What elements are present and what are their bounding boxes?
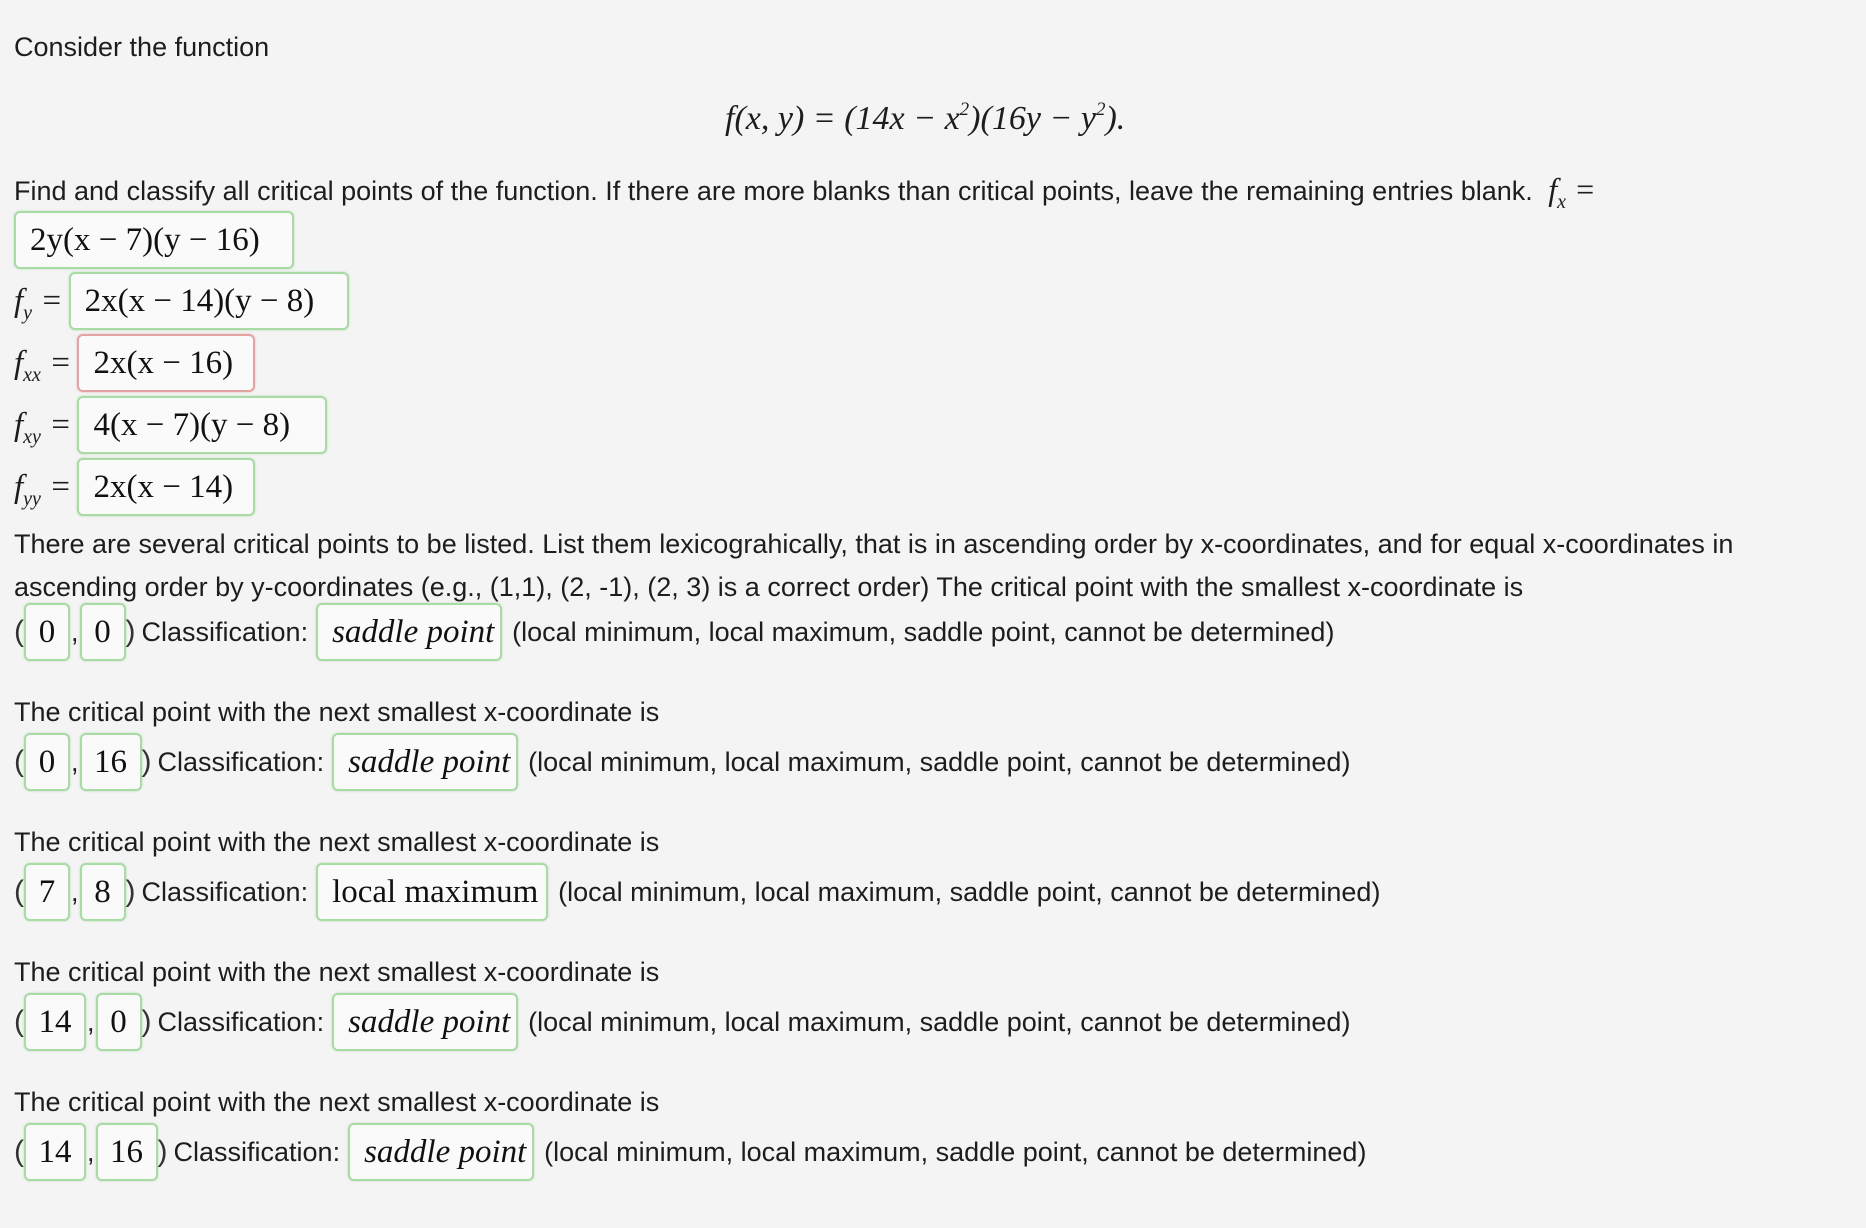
options-hint: (local minimum, local maximum, saddle point, cannot be determined) (544, 1136, 1367, 1167)
point-4-x-input[interactable]: 14 (24, 993, 86, 1051)
fx-answer-input[interactable]: 2y(x − 7)(y − 16) (14, 211, 294, 269)
fxx-row (14, 334, 255, 392)
fyy-answer-input[interactable]: 2x(x − 14) (77, 458, 255, 516)
point-3-x-input[interactable]: 7 (24, 863, 70, 921)
classification-label: Classification: (157, 746, 325, 777)
fx-answer-row (14, 211, 294, 269)
close-paren: ) (125, 875, 136, 908)
fxx-label: $f_{xx}$ = (14, 344, 72, 386)
options-hint: (local minimum, local maximum, saddle point, cannot be determined) (528, 746, 1351, 777)
open-paren: ( (14, 615, 24, 648)
instructions-text (14, 171, 1596, 213)
fxy-label: $f_{xy}$ = (14, 406, 72, 448)
options-hint: (local minimum, local maximum, saddle point, cannot be determined) (512, 616, 1335, 647)
open-paren: ( (14, 1135, 24, 1168)
point-3-y-input[interactable]: 8 (80, 863, 126, 921)
point-2-y-input[interactable]: 16 (80, 733, 142, 791)
classification-label: Classification: (157, 1006, 325, 1037)
point-4-classification-input[interactable]: saddle point (332, 993, 518, 1051)
fy-row (14, 272, 349, 330)
classification-label: Classification: (173, 1136, 341, 1167)
next-point-prompt: The critical point with the next smallest x-coordinate is (14, 1087, 660, 1117)
fxx-answer-input[interactable]: 2x(x − 16) (77, 334, 255, 392)
point-2-classification-input[interactable]: saddle point (332, 733, 518, 791)
point-1-x-input[interactable]: 0 (24, 603, 70, 661)
function-formula: f(x, $y) = (14x - x^2)(16y - y^2)$. (725, 99, 1126, 137)
ordering-note: There are several critical points to be listed. List them lexicograhically, that is in ascending order by x-coordinates, and for equal x-coordinates in ascending order by y-coordinates (e.g., (1,1), (2, -1), (2, 3) is a correct order) The critical point with the smallest x-coordinate is (14, 529, 1734, 602)
fxy-answer-input[interactable]: 4(x − 7)(y − 8) (77, 396, 327, 454)
critical-point-2: ( 0 , 16 ) Classification: saddle point (local minimum, local maximum, saddle point, cannot be determined) (14, 733, 1350, 791)
fy-answer-input[interactable]: 2x(x − 14)(y − 8) (69, 272, 349, 330)
open-paren: ( (14, 1005, 24, 1038)
classification-label: Classification: (141, 876, 309, 907)
point-5-x-input[interactable]: 14 (24, 1123, 86, 1181)
next-point-prompt: The critical point with the next smallest x-coordinate is (14, 697, 660, 727)
options-hint: (local minimum, local maximum, saddle point, cannot be determined) (558, 876, 1381, 907)
critical-point-3: ( 7 , 8 ) Classification: local maximum (local minimum, local maximum, saddle point, cannot be determined) (14, 863, 1380, 921)
fxy-row (14, 396, 327, 454)
classification-label: Classification: (141, 616, 309, 647)
critical-point-1: ( 0 , 0 ) Classification: saddle point (local minimum, local maximum, saddle point, cannot be determined) (14, 603, 1334, 661)
point-1-y-input[interactable]: 0 (80, 603, 126, 661)
fyy-row (14, 458, 255, 516)
fx-label: $f_x$ = (1548, 171, 1596, 213)
fyy-label: $f_{yy}$ = (14, 468, 72, 510)
close-paren: ) (141, 745, 152, 778)
next-point-prompt: The critical point with the next smallest x-coordinate is (14, 827, 660, 857)
close-paren: ) (141, 1005, 152, 1038)
critical-point-5: ( 14 , 16 ) Classification: saddle point (local minimum, local maximum, saddle point, cannot be determined) (14, 1123, 1366, 1181)
point-3-classification-input[interactable]: local maximum (316, 863, 548, 921)
point-1-classification-input[interactable]: saddle point (316, 603, 502, 661)
open-paren: ( (14, 745, 24, 778)
point-5-y-input[interactable]: 16 (96, 1123, 158, 1181)
intro-text: Consider the function (14, 32, 270, 62)
critical-point-4: ( 14 , 0 ) Classification: saddle point (local minimum, local maximum, saddle point, cannot be determined) (14, 993, 1350, 1051)
close-paren: ) (125, 615, 136, 648)
fy-label: $f_y$ = (14, 282, 63, 324)
point-4-y-input[interactable]: 0 (96, 993, 142, 1051)
open-paren: ( (14, 875, 24, 908)
options-hint: (local minimum, local maximum, saddle point, cannot be determined) (528, 1006, 1351, 1037)
point-5-classification-input[interactable]: saddle point (348, 1123, 534, 1181)
close-paren: ) (157, 1135, 168, 1168)
instructions-label: Find and classify all critical points of the function. If there are more blanks than critical points, leave the remaining entries blank. (14, 176, 1533, 206)
point-2-x-input[interactable]: 0 (24, 733, 70, 791)
next-point-prompt: The critical point with the next smallest x-coordinate is (14, 957, 660, 987)
